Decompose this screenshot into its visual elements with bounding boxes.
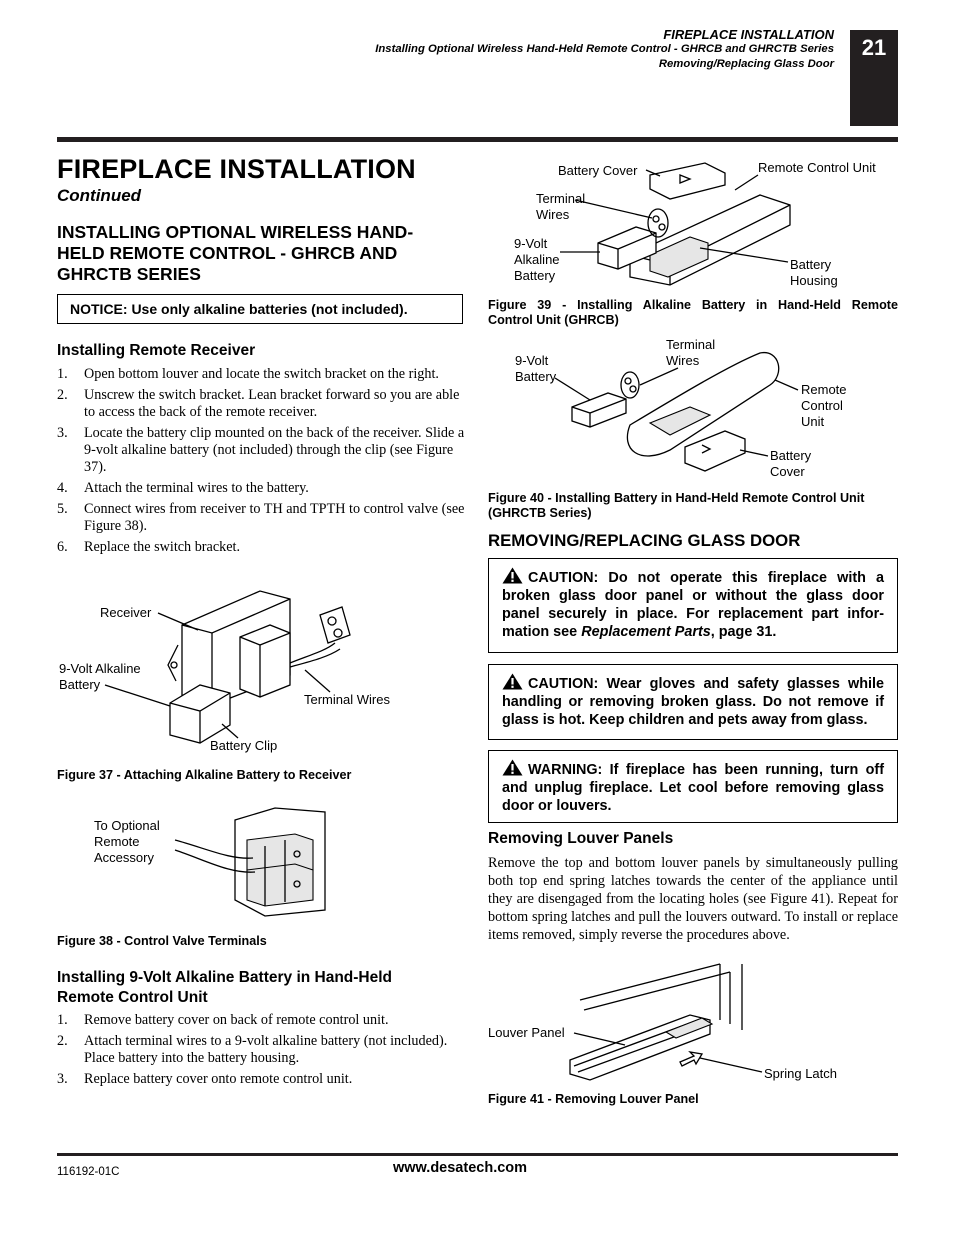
fig41-label-louver-panel: Louver Panel <box>488 1025 565 1040</box>
fig37-label-receiver: Receiver <box>100 605 152 620</box>
fig40-label-line: Cover <box>770 464 805 479</box>
figure-40-caption-line: Figure 40 - Installing Battery in Hand-Held Remote Control Unit <box>488 491 865 505</box>
footer-rule <box>57 1153 898 1156</box>
step-text: Open bottom louver and locate the switch bracket on the right. <box>84 366 439 382</box>
step-text: Remove battery cover on back of remote control unit. <box>84 1012 389 1028</box>
fig37-label-battery-line: Battery <box>59 677 101 692</box>
fig39-label-line: Wires <box>536 207 570 222</box>
caution-text: , page 31. <box>710 624 777 640</box>
step-number: 4. <box>57 480 68 496</box>
louver-heading: Removing Louver Panels <box>488 830 674 847</box>
fig40-label-line: 9-Volt <box>515 353 549 368</box>
step-number: 6. <box>57 539 68 555</box>
fig39-label-line: Terminal <box>536 191 586 206</box>
step-text: Replace battery cover onto remote control unit. <box>84 1071 353 1087</box>
handheld-heading-line: Remote Control Unit <box>57 989 208 1006</box>
figure-39-caption-line: Control Unit (GHRCB) <box>488 313 619 327</box>
step-text: Replace the switch bracket. <box>84 539 240 555</box>
fig37-label-battery-clip: Battery Clip <box>210 738 278 753</box>
fig39-label-line: Alkaline <box>514 252 560 267</box>
fig40-label-line: Terminal <box>666 337 716 352</box>
fig40-label-line: Control <box>801 398 843 413</box>
caution-text: CAUTION: Do not operate this fireplace with a broken glass door panel or without the glass door panel securely in place. For replacement part infor-mation see <box>502 570 884 640</box>
fig38-label-line: To Optional <box>94 818 160 833</box>
doc-number: 116192-01C <box>57 1166 120 1178</box>
fig40-label-line: Battery <box>770 448 812 463</box>
step-text: Locate the battery clip mounted on the back of the receiver. Slide a 9-volt alkaline battery (not included) through the clip (see Figure 37). <box>84 425 465 475</box>
figure-38-caption: Figure 38 - Control Valve Terminals <box>57 934 267 948</box>
louver-body: Remove the top and bottom louver panels by simultaneously pulling both top end spring latches towards the center of the appliance until they are disengaged from the locating holes (see Figure 41). Repeat for bottom spring latches and pull the louvers outward. To install or replace items removed, simply reverse the procedures above. <box>488 855 898 943</box>
caution-text: CAUTION: Wear gloves and safety glasses while handling or removing broken glass. Do not remove if glass is hot. Keep children and pets away from glass. <box>502 676 884 728</box>
step-number: 1. <box>57 1012 68 1028</box>
step-number: 2. <box>57 1033 68 1049</box>
section-heading-line: GHRCTB SERIES <box>57 264 201 284</box>
step-text: Connect wires from receiver to TH and TPTH to control valve (see Figure 38). <box>84 501 465 534</box>
figure-37-caption: Figure 37 - Attaching Alkaline Battery to Receiver <box>57 768 352 782</box>
caution-link-text: Replacement Parts <box>581 624 711 640</box>
figure-41-caption: Figure 41 - Removing Louver Panel <box>488 1092 699 1106</box>
step-number: 1. <box>57 366 68 382</box>
step-text: Attach the terminal wires to the battery. <box>84 480 309 496</box>
page-title: FIREPLACE INSTALLATION <box>57 154 416 184</box>
fig39-label-remote-control-unit: Remote Control Unit <box>758 160 876 175</box>
fig40-label-line: Remote <box>801 382 847 397</box>
receiver-heading: Installing Remote Receiver <box>57 342 256 359</box>
figure-39-caption-line: Figure 39 - Installing Alkaline Battery in Hand-Held Remote <box>488 298 898 312</box>
header-subtitle-1: Installing Optional Wireless Hand-Held Remote Control - GHRCB and GHRCTB Series <box>375 43 834 55</box>
fig39-label-battery-cover: Battery Cover <box>558 163 638 178</box>
handheld-heading-line: Installing 9-Volt Alkaline Battery in Hand-Held <box>57 969 393 986</box>
glass-door-heading: REMOVING/REPLACING GLASS DOOR <box>488 531 801 550</box>
warning-text: WARNING: If fireplace has been running, turn off and unplug fireplace. Let cool before removing glass door or louvers. <box>502 762 884 814</box>
step-number: 5. <box>57 501 68 517</box>
notice-box: NOTICE: Use only alkaline batteries (not included). <box>57 294 463 324</box>
figure-40-caption-line: (GHRCTB Series) <box>488 506 592 520</box>
continued-label: Continued <box>57 186 142 205</box>
fig40-label-line: Battery <box>515 369 557 384</box>
step-number: 3. <box>57 425 68 441</box>
step-number: 3. <box>57 1071 68 1087</box>
fig38-label-line: Accessory <box>94 850 154 865</box>
fig37-label-battery-line: 9-Volt Alkaline <box>59 661 141 676</box>
header-section: FIREPLACE INSTALLATION <box>663 27 834 42</box>
fig40-label-line: Unit <box>801 414 825 429</box>
fig39-label-line: Battery <box>514 268 556 283</box>
fig38-label-line: Remote <box>94 834 140 849</box>
step-text: Unscrew the switch bracket. Lean bracket forward so you are able to access the back of the remote receiver. <box>84 387 460 420</box>
section-heading-line: HELD REMOTE CONTROL - GHRCB AND <box>57 243 398 263</box>
fig40-label-line: Wires <box>666 353 700 368</box>
header-subtitle-2: Removing/Replacing Glass Door <box>658 58 834 70</box>
fig39-label-line: Housing <box>790 273 838 288</box>
fig39-label-line: Battery <box>790 257 832 272</box>
page-number: 21 <box>850 30 898 126</box>
footer-url[interactable]: www.desatech.com <box>393 1160 528 1176</box>
fig39-label-line: 9-Volt <box>514 236 548 251</box>
fig37-label-terminal-wires: Terminal Wires <box>304 692 390 707</box>
section-heading-line: INSTALLING OPTIONAL WIRELESS HAND- <box>57 222 414 242</box>
step-number: 2. <box>57 387 68 403</box>
fig41-label-spring-latch: Spring Latch <box>764 1066 837 1081</box>
step-text: Attach terminal wires to a 9-volt alkaline battery (not included). Place battery into the battery housing. <box>84 1033 448 1066</box>
